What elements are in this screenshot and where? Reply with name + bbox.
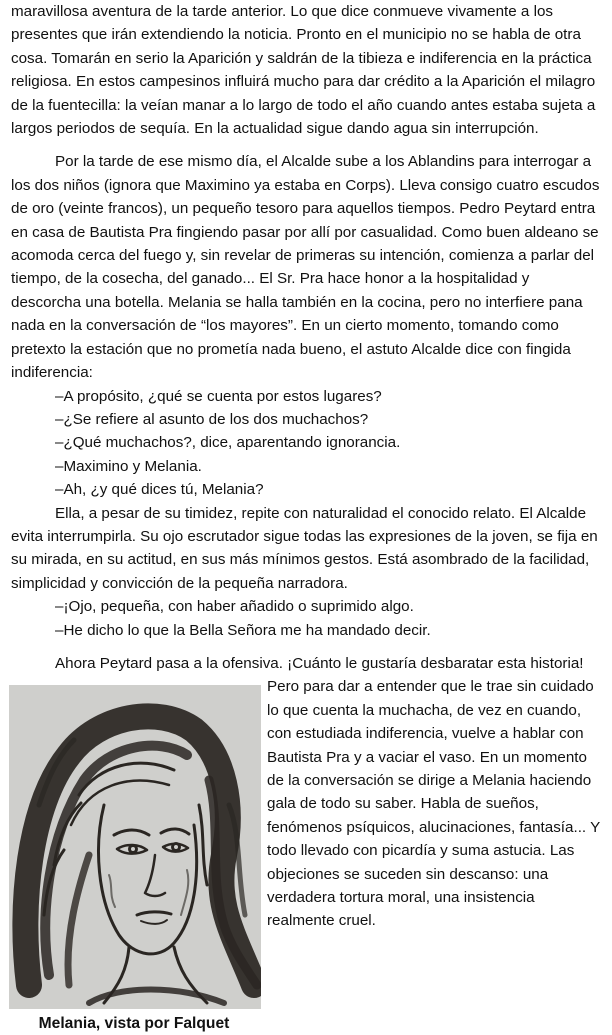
dialogue-block-2 [11, 595, 602, 642]
dialogue-block-1 [11, 385, 602, 502]
paragraph-4-rest: Pero para dar a entender que le trae sin cuidado lo que cuenta la muchacha, de vez en cuando, con estudiada indiferencia, vuelve a hablar con Bautista Pra y a vaciar el vaso. En un momento de la conversación se dirige a Melania haciendo gala de todo su saber. Habla de sueños, fenómenos psíquicos, alucinaciones, fantasía... Y todo llevado con picardía y suma astucia. Las objeciones se suceden sin descanso: una verdadera tortura moral, una insistencia realmente cruel. [267, 678, 600, 930]
paragraph-4-first-line: Ahora Peytard pasa a la ofensiva. ¡Cuánto le gustaría desbaratar esta historia! [55, 654, 584, 672]
paragraph-1: maravillosa aventura de la tarde anterior. Lo que dice conmueve vivamente a los presentes que irán extendiendo la noticia. Pronto en el municipio no se habla de otra cosa. Tomarán en serio la Aparición y saldrán de la tibieza e indiferencia en la práctica religiosa. En estos campesinos influirá mucho para dar crédito a la Aparición el milagro de la fuentecilla: la veían manar a lo largo de todo el año cuando antes estaba sujeta a largos periodos de sequía. En la actualidad sigue dando agua sin interrupción. [11, 3, 596, 138]
portrait-illustration [9, 685, 261, 1009]
dialogue-line: –¿Se refiere al asunto de los dos muchachos? [55, 410, 369, 428]
paragraph-4-wrapped-text [267, 675, 602, 932]
dialogue-line: –He dicho lo que la Bella Señora me ha mandado decir. [55, 621, 431, 639]
dialogue-line: –Ah, ¿y qué dices tú, Melania? [55, 481, 264, 499]
paragraph-3: Ella, a pesar de su timidez, repite con naturalidad el conocido relato. El Alcalde evita interrumpirla. Su ojo escrutador sigue todas las expresiones de la joven, se fija en su mirada, en su actitud, en sus más mínimos gestos. Está asombrado de la facilidad, simplicidad y convicción de la pequeña narradora. [11, 504, 598, 592]
figure-section [11, 675, 602, 1033]
dialogue-line: –A propósito, ¿qué se cuenta por estos lugares? [55, 387, 382, 405]
dialogue-line: –¡Ojo, pequeña, con haber añadido o suprimido algo. [55, 598, 414, 616]
dialogue-line: –¿Qué muchachos?, dice, aparentando ignorancia. [55, 434, 401, 452]
paragraph-2: Por la tarde de ese mismo día, el Alcalde sube a los Ablandins para interrogar a los dos niños (ignora que Maximino ya estaba en Corps). Lleva consigo cuatro escudos de oro (veinte francos), un pequeño tesoro para aquellos tiempos. Pedro Peytard entra en casa de Bautista Pra fingiendo pasar por allí por casualidad. Como buen aldeano se acomoda cerca del fuego y, sin revelar de primeras su intención, comienza a parlar del tiempo, de la cosecha, del ganado... El Sr. Pra hace honor a la hospitalidad y descorcha una botella. Melania se halla también en la cocina, pero no interfiere pana nada en la conversación de “los mayores”. En un cierto momento, tomando como pretexto la estación que no prometía nada bueno, el astuto Alcalde dice con fingida indiferencia: [11, 153, 600, 382]
figure-caption: Melania, vista por Falquet [38, 1015, 230, 1033]
dialogue-line: –Maximino y Melania. [55, 457, 202, 475]
figure [9, 685, 259, 1035]
